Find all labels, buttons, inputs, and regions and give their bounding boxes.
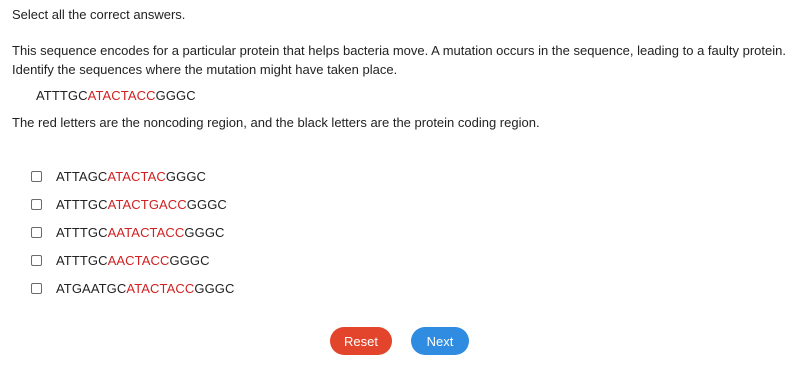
- region-note: The red letters are the noncoding region, and the black letters are the protein coding region.: [12, 115, 540, 130]
- option-noncoding: AACTACC: [107, 252, 170, 268]
- option-coding-suffix: GGGC: [194, 280, 235, 296]
- option-2[interactable]: [31, 190, 234, 218]
- option-noncoding: ATACTGACC: [107, 196, 187, 212]
- option-coding-prefix: ATTAGC: [56, 168, 108, 184]
- option-coding-suffix: GGGC: [165, 168, 207, 184]
- option-5-checkbox[interactable]: [31, 283, 42, 294]
- option-coding-prefix: ATTTGC: [56, 224, 108, 240]
- option-2-checkbox[interactable]: [31, 199, 42, 210]
- question-text: This sequence encodes for a particular protein that helps bacteria move. A mutation occurs in the sequence, leading to a faulty protein. Identify the sequences where the mutation might have taken place.: [12, 43, 786, 77]
- option-coding-prefix: ATTTGC: [56, 252, 108, 268]
- sequence-noncoding: ATACTACC: [87, 88, 156, 103]
- option-3-checkbox[interactable]: [31, 227, 42, 238]
- option-4-checkbox[interactable]: [31, 255, 42, 266]
- option-1-label[interactable]: [56, 169, 206, 184]
- option-5[interactable]: [31, 274, 234, 302]
- reset-button[interactable]: Reset: [330, 327, 392, 355]
- instruction-text: Select all the correct answers.: [12, 7, 186, 22]
- option-noncoding: AATACTACC: [107, 224, 185, 240]
- option-4[interactable]: [31, 246, 234, 274]
- option-coding-suffix: GGGC: [169, 252, 210, 268]
- option-5-label[interactable]: [56, 281, 234, 296]
- sequence-coding-suffix: GGGC: [155, 88, 196, 103]
- option-coding-prefix: ATTTGC: [56, 196, 108, 212]
- option-3-label[interactable]: [56, 225, 225, 240]
- sequence-coding-prefix: ATTTGC: [36, 88, 88, 103]
- option-3[interactable]: [31, 218, 234, 246]
- reference-sequence: [36, 88, 196, 103]
- option-1-checkbox[interactable]: [31, 171, 42, 182]
- option-noncoding: ATACTAC: [107, 168, 166, 184]
- option-coding-prefix: ATGAATGC: [56, 280, 127, 296]
- option-2-label[interactable]: [56, 197, 227, 212]
- option-coding-suffix: GGGC: [186, 196, 227, 212]
- option-noncoding: ATACTACC: [126, 280, 195, 296]
- option-coding-suffix: GGGC: [184, 224, 225, 240]
- option-4-label[interactable]: [56, 253, 210, 268]
- answer-options: [31, 162, 234, 302]
- option-1[interactable]: [31, 162, 234, 190]
- next-button[interactable]: Next: [411, 327, 469, 355]
